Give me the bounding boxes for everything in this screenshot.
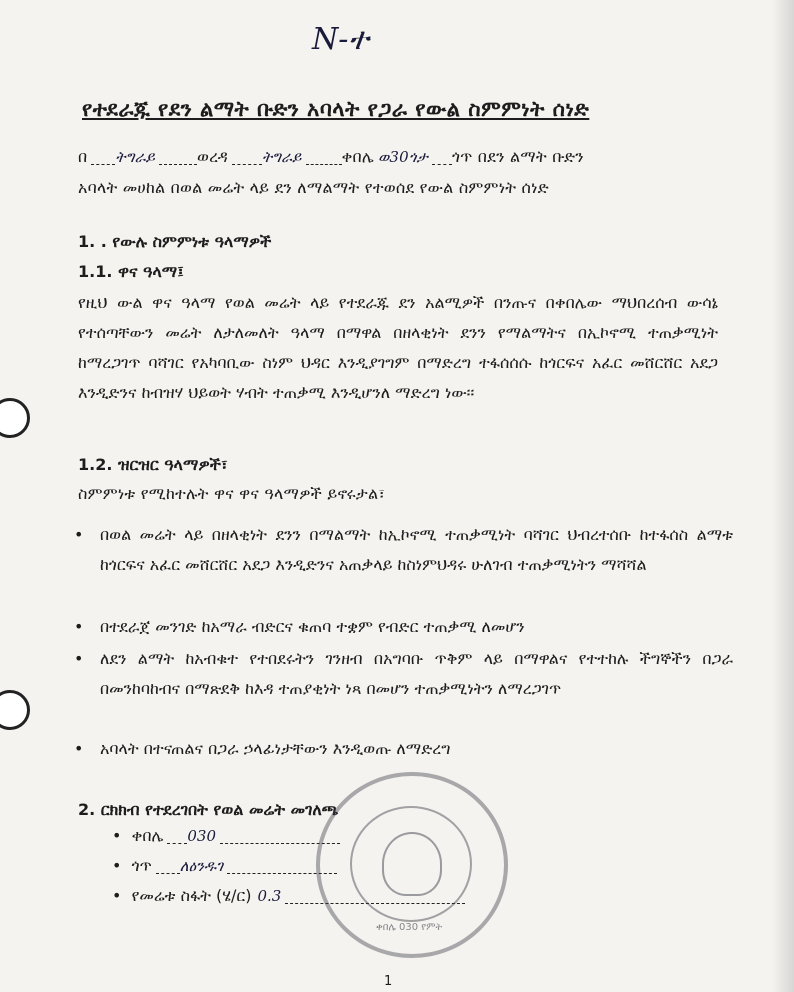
list-item-text: በወል መሬት ላይ በዘላቂነት ደንን በማልማት ከኢኮኖሚ ተጠቃሚነት ባሻገር ህብረተሰቡ ከተፋሰስ ልማቱ ከጎርፍና አፈር መሸርሸር አደጋ እንዲድንና አጠቃላይ ከስነምህዳሩ ሁለገብ ተጠቃሚነትን ማሻሻል	[100, 525, 733, 574]
punch-hole-top	[0, 398, 30, 438]
intro-line-1	[78, 147, 584, 167]
intro-sep-1: ወረዳ	[197, 147, 228, 166]
list-item-text: በተደራጀ መንገድ ከአማራ ብድርና ቁጠባ ተቋም የብድር ተጠቃሚ ለመሆን	[100, 617, 525, 636]
land-area-row: • የመሬቱ ስፋት (ሄ/ር) 0.3	[112, 886, 465, 906]
section-1-1-heading: 1.1. ዋና ዓላማ፤	[78, 262, 184, 281]
land-area-value: 0.3	[257, 887, 282, 905]
page-edge-shadow	[772, 0, 794, 992]
intro-sep-2: ቀበሌ	[341, 147, 374, 166]
intro-field-3: ወ30ጎታ	[377, 148, 428, 166]
emblem-icon	[382, 832, 442, 896]
section-2-heading: 2. ርክክብ የተደረገበት የወል መሬት መገለጫ	[78, 800, 339, 819]
land-area-label: የመሬቱ ስፋት (ሄ/ር)	[131, 886, 252, 905]
list-item: • በተደራጀ መንገድ ከአማራ ብድርና ቁጠባ ተቋም የብድር ተጠቃሚ ለመሆን	[78, 612, 733, 642]
list-item-text: ለደን ልማት ከአብቁተ የተበደሩትን ገንዘብ በአግባቡ ጥቅም ላይ በማዋልና የተተከሉ ችግኞችን በጋራ በመንከባከብና በማጽደቅ ከእዳ ተጠያቂነት ነጻ በመሆን ተጠቃሚነትን ለማረጋገጥ	[100, 649, 733, 698]
section-1-2-heading: 1.2. ዝርዝር ዓላማዎች፣	[78, 455, 228, 474]
intro-prefix: በ	[78, 147, 88, 166]
land-kebele-row: • ቀበሌ 030	[112, 826, 340, 846]
land-kebele-value: 030	[187, 827, 217, 845]
intro-line-2: አባላት መሀከል በወል መሬት ላይ ደን ለማልማት የተወሰደ የውል ስምምነት ሰነድ	[78, 178, 549, 197]
list-item: • በወል መሬት ላይ በዘላቂነት ደንን በማልማት ከኢኮኖሚ ተጠቃሚነት ባሻገር ህብረተሰቡ ከተፋሰስ ልማቱ ከጎርፍና አፈር መሸርሸር አደጋ እንዲድንና አጠቃላይ ከስነምህዳሩ ሁለገብ ተጠቃሚነትን ማሻሻል	[78, 520, 733, 580]
section-1-1-text: የዚህ ውል ዋና ዓላማ የወል መሬት ላይ የተደራጁ ደን አልሚዎች በንጡና በቀበሌው ማህበረሰብ ውሳኔ የተሰጣቸውን መሬት ለታለመለት ዓላማ በማዋል በዘላቂነት ደንን የማልማትና በኢኮኖሚ ተጠቃሚነት ከማረጋገጥ ባሻገር የአካባቢው ስነም ህዳር እንዲያገግም በማድረግ ተፋሰሰሱ ከጎርፍና አፈር መሸርሸር አደጋ እንዲድንና ከብዝሃ ህይወት ሃብት ተጠቃሚ እንዲሆንለ ማድረግ ነው፡፡	[78, 293, 718, 402]
handwritten-reference: N-ተ	[312, 22, 369, 57]
document-title: የተደራጁ የደን ልማት ቡድን አባላት የጋራ የውል ስምምነት ሰነድ	[82, 97, 590, 121]
land-got-label: ጎጥ	[131, 856, 152, 875]
intro-field-2: ትግራይ	[261, 148, 302, 166]
land-got-row: • ጎጥ ለዕንዱገ	[112, 856, 337, 876]
section-1-2-intro: ስምምነቱ የሚከተሉት ዋና ዋና ዓላማዎች ይኖሩታል፣	[78, 484, 386, 503]
intro-sep-3: ጎጥ በደን ልማት ቡድን	[451, 147, 584, 166]
list-item: • ለደን ልማት ከአብቁተ የተበደሩትን ገንዘብ በአግባቡ ጥቅም ላይ በማዋልና የተተከሉ ችግኞችን በጋራ በመንከባከብና በማጽደቅ ከእዳ ተጠያቂነት ነጻ በመሆን ተጠቃሚነትን ለማረጋገጥ	[78, 644, 733, 704]
punch-hole-bottom	[0, 690, 30, 730]
section-1-heading: 1. . የውሉ ስምምነቱ ዓላማዎች	[78, 232, 272, 251]
list-item-text: አባላት በተናጠልና በጋራ ኃላፊነታቸውን እንዲወጡ ለማድረግ	[100, 739, 451, 758]
land-got-value: ለዕንዱገ	[179, 857, 223, 875]
intro-field-1: ትግራይ	[115, 148, 156, 166]
page-number: 1	[384, 974, 393, 989]
land-kebele-label: ቀበሌ	[131, 826, 164, 845]
stamp-text: ቀበሌ 030 የምት	[376, 922, 443, 933]
official-stamp	[316, 772, 508, 958]
list-item: • አባላት በተናጠልና በጋራ ኃላፊነታቸውን እንዲወጡ ለማድረግ	[78, 734, 733, 764]
